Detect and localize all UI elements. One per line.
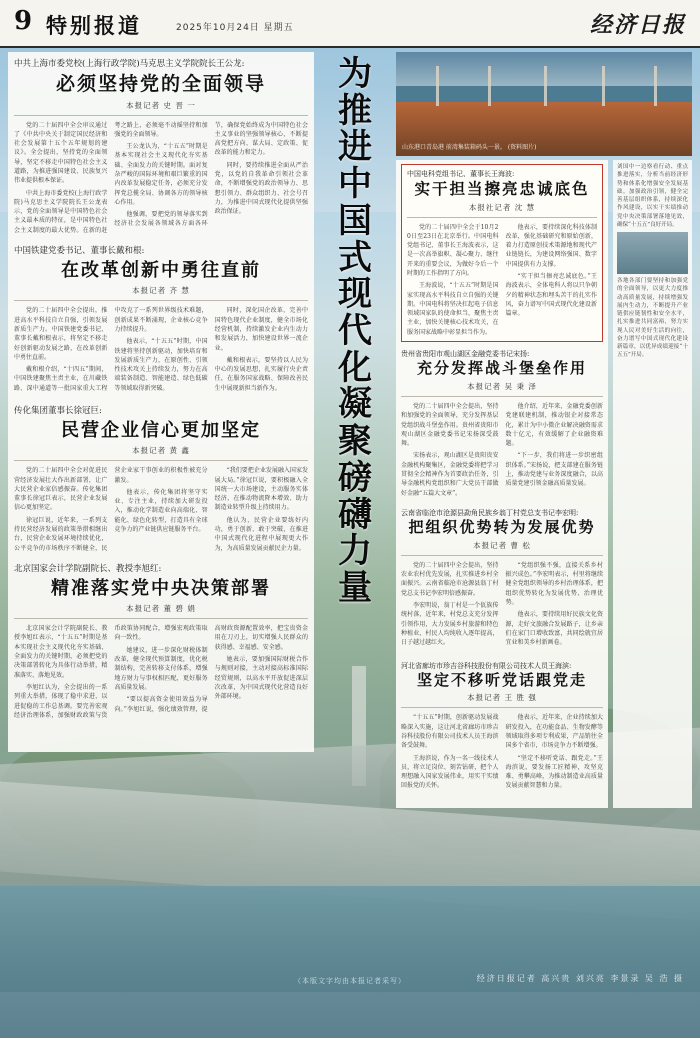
headline-char: 力 <box>338 531 372 572</box>
headline-char: 进 <box>338 127 372 168</box>
paragraph: 党的二十届四中全会对促进民营经济发展壮大作出新部署，让广大民营企业家倍感振奋。传化集团董事长徐冠巨表示，民营企业发展信心更加坚定。 <box>14 467 108 512</box>
paragraph: 党的二十届四中全会于10月20日至23日在北京举行。中国电科党组书记、董事长王海波表示，这是一次高举旗帜、凝心聚力、继往开来的重要会议，为做好今后一个时期的工作指明了方向。 <box>407 223 499 277</box>
article-headline: 实干担当擦亮忠诚底色 <box>414 179 590 199</box>
paragraph: 同时，深化国企改革，完善中国特色现代企业制度，健全市场化经营机制，持续激发企业内生动力和发展活力，加快建设世界一流企业。 <box>214 307 308 352</box>
headline-char: 中 <box>338 164 372 205</box>
paragraph: “党组织强不强，直接关系乡村振兴成色。”李宏明表示，村里将继续健全党组织领导的乡村治理体系，把组织优势转化为发展优势、治理优势。 <box>505 561 603 607</box>
newspaper-logo: 经济日报 <box>589 12 686 38</box>
article-kicker: 河北省廊坊市珍吉谷科技股份有限公司技术人员王海滨: <box>401 661 572 670</box>
divider <box>407 217 597 218</box>
article-kicker: 传化集团董事长徐冠巨: <box>14 405 102 416</box>
divider <box>14 300 308 301</box>
paragraph: 王海波说，“十五五”时期是国家实现高水平科技自立自强的关键期。中国电科将坚决扛起电子信息领域国家队的使命担当，聚焦主责主业，加快关键核心技术攻关，在服务国家战略中彰显担当作为。 <box>407 282 499 336</box>
divider <box>401 555 603 556</box>
article-left-3 <box>14 405 308 553</box>
paragraph: 他表示，“十五五”时期，中国铁建将坚持创新驱动，加快培育和发展新质生产力，在原创性、引领性技术攻关上持续发力，努力在高端装备制造、智能建造、绿色低碳等领域取得新突破。 <box>114 338 208 392</box>
paragraph: 党的二十届四中全会提出，坚持和加强党的全面领导，充分发挥基层党组织战斗堡垒作用。贵州省贵阳市观山湖区金融党委书记宋扬深受鼓舞。 <box>401 402 499 448</box>
headline-char: 量 <box>338 568 372 609</box>
divider <box>14 460 308 461</box>
headline-char: 为 <box>338 54 372 94</box>
paragraph: 戴和根介绍，“十四五”期间，中国铁建聚焦主责主业，在川藏铁路、深中通道等一批国家重大工程中攻克了一系列世界级技术难题，创新成果不断涌现，企业核心竞争力持续提升。 <box>14 307 208 392</box>
paragraph: 党的二十届四中全会提出，推进高水平科技自立自强，引领发展新质生产力。中国铁建党委书记、董事长戴和根表示，将坚定不移走好创新驱动发展之路，在改革创新中勇往直前。 <box>14 307 108 361</box>
article-body <box>14 466 308 553</box>
paragraph: 同时，要持续推进全面从严治党，以党的自我革命引领社会革命，不断增强党的政治领导力、思想引领力、群众组织力、社会号召力，为推进中国式现代化提供坚强政治保证。 <box>214 161 308 216</box>
article-byline: 本报记者 董 碧 娟 <box>126 604 196 614</box>
paragraph: 他介绍，近年来，金融党委创新党建联建机制，推动银企对接常态化，累计为中小微企业解决融资需求数十亿元，有效缓解了企业融资难题。 <box>505 402 603 448</box>
article-headline: 把组织优势转为发展优势 <box>408 518 596 537</box>
headline-char: 磅 <box>338 457 372 498</box>
paragraph: 党的二十届四中全会审议通过了《中共中央关于制定国民经济和社会发展第十五个五年规划的建议》。全会提出，坚持党的全面领导，坚定不移走中国特色社会主义道路，为推进强国建设、民族复兴伟业提供根本保证。 <box>14 121 108 185</box>
paragraph: 王海滨说，作为一名一线技术人员，将立足岗位、刻苦钻研，把个人理想融入国家发展伟业，用实干实绩回报党的关怀。 <box>401 754 499 790</box>
left-column <box>8 52 314 752</box>
article-left-2 <box>14 245 308 395</box>
article-headline: 充分发挥战斗堡垒作用 <box>416 359 587 378</box>
article-headline: 坚定不移听党话跟党走 <box>416 670 587 689</box>
paragraph: 他表示，要持续用好民族文化资源，走好文旅融合发展路子，让乡亲们在家门口增收致富，共同绘就宜居宜业和美乡村新画卷。 <box>505 611 603 647</box>
right-column <box>396 52 692 790</box>
article-byline: 本报记者 吴 秉 泽 <box>467 381 537 391</box>
article-headline: 精准落实党中央决策部署 <box>51 577 271 599</box>
paragraph: 徐冠巨说，近年来，一系列支持民营经济发展的政策举措相继出台，民营企业发展环境持续优化，公平竞争的市场秩序不断健全，民营企业家干事创业的积极性被充分激发。 <box>14 467 208 552</box>
side-strip-text-top: 刘国中一边察看行动、重点推进落实，分析当前经济形势和体系化增强安全发展基础。加强政治引领，健全完善基层组织体系，持续深化作风建设，以实干实绩推动党中央决策部署落地见效，确保“十五五”良好开局。 <box>617 164 688 228</box>
article-left-4 <box>14 563 308 720</box>
right-main-articles <box>396 160 608 808</box>
article-body <box>14 121 308 236</box>
article-byline: 本报记者 王 胜 强 <box>467 693 537 703</box>
right-side-strip <box>613 160 692 808</box>
article-body <box>407 223 597 338</box>
article-headline: 必须坚持党的全面领导 <box>55 72 266 95</box>
article-body <box>401 713 603 793</box>
paragraph: 北京国家会计学院副院长、教授李旭红表示，“十五五”时期是基本实现社会主义现代化夯实基础、全面发力的关键时期，必须把党的决策部署转化为具体行动举措，精准落实、落地见效。 <box>14 625 108 679</box>
article-headline: 民营企业信心更加坚定 <box>61 419 261 441</box>
divider <box>401 396 603 397</box>
headline-char: 凝 <box>338 384 372 425</box>
paragraph: 她建议，进一步深化财税体制改革，健全现代预算制度，优化税制结构，完善转移支付体系，增强地方财力与事权相匹配，更好服务高质量发展。 <box>114 646 208 691</box>
article-kicker: 中国铁建党委书记、董事长戴和根: <box>14 246 145 257</box>
headline-char: 现 <box>338 274 372 315</box>
headline-char: 国 <box>338 200 372 241</box>
headline-char: 礴 <box>338 494 372 535</box>
paragraph: 李宏明说，翁丁村是一个佤族传统村落，近年来，村党总支充分发挥引领作用，大力发展乡村旅游和特色种植业，村民人均纯收入逐年提高，日子越过越红火。 <box>401 602 499 647</box>
paragraph: 李旭红认为，全会提出的一系列重大举措，体现了稳中求进、以进促稳的工作总基调。要完善宏观经济治理体系，加强财政政策与货币政策协同配合，增强宏观政策取向一致性。 <box>14 625 208 719</box>
article-byline: 本报社记者 沈 慧 <box>468 202 536 212</box>
paragraph: 戴和根表示，要坚持以人民为中心的发展思想，扎实履行央企责任，在服务国家战略、保障改善民生中展现新担当新作为。 <box>214 356 308 392</box>
headline-char: 式 <box>338 237 372 278</box>
paragraph: 她表示，要加强国际财税合作与规则对接，主动对接高标准国际经贸规则，以高水平开放促进深层次改革，为中国式现代化营造良好外部环境。 <box>214 656 308 701</box>
crane-icon <box>544 66 547 106</box>
page-credit: （本版文字均由本报记者采写） <box>294 977 406 985</box>
paragraph: 他表示，要持续深化科技体制改革，强化基础研究和原始创新，着力打造原创技术策源地和现代产业链链长，为建设网络强国、数字中国提供有力支撑。 <box>505 223 597 268</box>
center-vertical-headline <box>322 56 388 736</box>
side-strip-photo <box>617 232 688 274</box>
article-left-1 <box>14 58 308 235</box>
paragraph: 他表示，传化集团将坚守实业、专注主业，持续加大研发投入，推动化学制造业向高端化、智能化、绿色化转型，打造具有全球竞争力的产业链供应链服务平台。 <box>114 488 208 534</box>
masthead <box>0 0 700 48</box>
headline-char: 推 <box>338 90 372 131</box>
headline-char: 聚 <box>338 421 372 462</box>
article-kicker: 北京国家会计学院副院长、教授李旭红: <box>14 563 162 574</box>
paragraph: “十五五”时期，创新驱动发展战略深入实施，这让河北省廊坊市珍吉谷科技股份有限公司技术人员王海滨备受鼓舞。 <box>401 714 499 750</box>
article-body <box>401 402 603 498</box>
paragraph: 党的二十届四中全会提出，坚持农业农村优先发展，扎实推进乡村全面振兴。云南省临沧市沧源县翁丁村党总支书记李宏明倍感振奋。 <box>401 561 499 597</box>
article-body <box>14 306 308 395</box>
paragraph: “要以提高资金使用效益为导向。”李旭红说，强化绩效管理，提高财政资源配置效率，把宝贵资金用在刀刃上，切实增强人民群众的获得感、幸福感、安全感。 <box>114 625 308 713</box>
section-title: 特别报道 <box>46 13 142 38</box>
divider <box>14 618 308 619</box>
page-number: 9 <box>14 6 33 36</box>
paragraph: “下一步，我们将进一步织密组织体系。”宋扬说，把支部建在服务链上，推动党建与业务深度融合，以高质量党建引领金融高质量发展。 <box>505 452 603 488</box>
photo-caption: 山东港口青岛港 前湾集装箱码头一景。 (资料图片) <box>402 144 537 151</box>
crane-icon <box>654 66 657 106</box>
divider <box>401 707 603 708</box>
article-right-3 <box>401 508 603 651</box>
article-body <box>401 561 603 651</box>
photo-credit: 经济日报记者 高兴贵 刘兴亮 李景录 吴 浩 摄 <box>476 974 684 983</box>
paragraph: “我们要把企业发展融入国家发展大局。”徐冠巨说，要积极融入全国统一大市场建设，主动服务实体经济，在推动物流降本增效、助力制造业转型升级上持续用力。 <box>214 467 308 512</box>
paragraph: “实干担当擦亮忠诚底色。”王海波表示，全体电科人将以只争朝夕的精神状态和埋头苦干的扎实作风，奋力谱写中国式现代化建设新篇章。 <box>505 273 597 318</box>
divider <box>14 115 308 116</box>
crane-icon <box>602 66 605 106</box>
port-photo <box>396 52 692 156</box>
headline-char: 化 <box>338 347 372 388</box>
article-kicker: 云南省临沧市沧源县勐角民族乡翁丁村党总支书记李宏明: <box>401 508 579 517</box>
paragraph: 他认为，民营企业要练好内功，勇于创新、敢于突破，在推进中国式现代化进程中展现更大作为，为高质量发展贡献民企力量。 <box>214 516 308 552</box>
crane-icon <box>488 66 491 106</box>
river-band <box>0 886 700 1038</box>
side-strip-text-bottom: 各地各部门要坚持和加强党的全面领导，以更大力度推动高质量发展，持续增强发展内生动力，不断提升产业链供应链韧性和安全水平，扎实推进共同富裕，努力实现人民对美好生活的向往，奋力谱写中国式现代化建设新篇章，以优异成绩迎接“十五五”开局。 <box>617 278 688 359</box>
article-byline: 本报记者 齐 慧 <box>132 286 190 296</box>
article-kicker: 中国电科党组书记、董事长王海波: <box>407 170 515 178</box>
article-headline: 在改革创新中勇往直前 <box>61 259 261 281</box>
article-byline: 本报记者 史 晋 一 <box>126 100 196 110</box>
article-right-4 <box>401 661 603 794</box>
article-body <box>14 624 308 720</box>
article-right-1 <box>401 164 603 342</box>
paragraph: 王公龙认为，“十五五”时期是基本实现社会主义现代化夯实基础、全面发力的关键时期。面对复杂严峻的国际环境和艰巨繁重的国内改革发展稳定任务，必须充分发挥党总揽全局、协调各方的领导核心作用。 <box>114 143 208 206</box>
publication-date: 2025年10月24日 星期五 <box>176 23 294 33</box>
article-byline: 本报记者 黄 鑫 <box>132 446 190 456</box>
article-kicker: 中共上海市委党校(上海行政学院)马克思主义学院院长王公龙: <box>14 59 245 69</box>
paragraph: 他强调，要把党的领导落实到经济社会发展各领域各方面各环节，确保党始终成为中国特色社会主义事业的坚强领导核心，不断提高党把方向、谋大局、定政策、促改革的能力和定力。 <box>114 121 308 228</box>
article-right-2 <box>401 349 603 498</box>
article-byline: 本报记者 曹 松 <box>473 540 531 550</box>
paragraph: 他表示，近年来，企业持续加大研发投入，在功能食品、生物发酵等领域取得多项专利成果，产品销往全国多个省市，市场竞争力不断增强。 <box>505 714 603 750</box>
right-content-row <box>396 160 692 808</box>
headline-char: 代 <box>338 311 372 352</box>
paragraph: 中共上海市委党校(上海行政学院)马克思主义学院院长王公龙表示，党的全面领导是中国特色社会主义最本质的特征，是中国特色社会主义制度的最大优势。在新的赶考之路上，必须毫不动摇坚持和加强党的全面领导。 <box>14 121 208 234</box>
paragraph: 宋扬表示，观山湖区是贵阳贵安金融机构聚集区，金融党委将把学习贯彻全会精神作为首要政治任务，引导金融机构党组织和广大党员干部做好金融“五篇大文章”。 <box>401 452 499 497</box>
article-kicker: 贵州省贵阳市观山湖区金融党委书记宋扬: <box>401 350 530 359</box>
crane-icon <box>436 66 439 106</box>
paragraph: “坚定不移听党话、跟党走。”王海滨说，要发扬工匠精神，攻坚克难、勇攀高峰，为推动制造业高质量发展贡献智慧和力量。 <box>505 754 603 790</box>
